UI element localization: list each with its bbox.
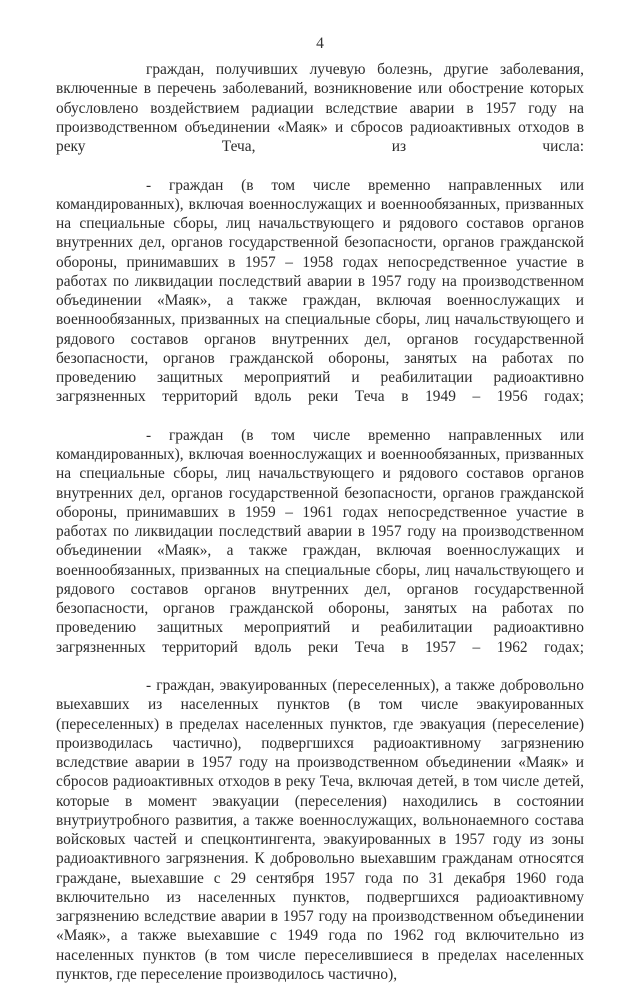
document-body [56,60,584,984]
paragraph-item-1957-1958: - граждан (в том числе временно направленных или командированных), включая военнослужащих и военнообязанных, призванных на специальные сборы, лиц начальствующего и рядового составов органов внутренних дел, органов государственной безопасности, органов гражданской обороны, принимавших в 1957 – 1958 годах непосредственное участие в работах по ликвидации последствий аварии в 1957 году на производственном объединении «Маяк», а также граждан, включая военнослужащих и военнообязанных, призванных на специальные сборы, лиц начальствующего и рядового составов органов внутренних дел, органов государственной безопасности, органов гражданской обороны, занятых на работах по проведению защитных мероприятий и реабилитации радиоактивно загрязненных территорий вдоль реки Теча в 1949 – 1956 годах; [56,176,584,406]
page-number: 4 [316,35,324,52]
paragraph-item-evacuated: - граждан, эвакуированных (переселенных), а также добровольно выехавших из населенных пунктов (в том числе эвакуированных (переселенных) в пределах населенных пунктов, где эвакуация (переселение) производилась частично), подвергшихся радиоактивному загрязнению вследствие аварии в 1957 году на производственном объединении «Маяк» и сбросов радиоактивных отходов в реку Теча, включая детей, в том числе детей, которые в момент эвакуации (переселения) находились в состоянии внутриутробного развития, а также военнослужащих, вольнонаемного состава войсковых частей и спецконтингента, эвакуированных в 1957 году из зоны радиоактивного загрязнения. К добровольно выехавшим гражданам относятся граждане, выехавшие с 29 сентября 1957 года по 31 декабря 1960 года включительно из населенных пунктов, подвергшихся радиоактивному загрязнению вследствие аварии в 1957 году на производственном объединении «Маяк», а также выехавшие с 1949 года по 1962 год включительно из населенных пунктов (в том числе переселившиеся в пределах населенных пунктов, где переселение производилось частично), [56,677,584,983]
paragraph-intro: граждан, получивших лучевую болезнь, другие заболевания, включенные в перечень заболеваний, возникновение или обострение которых обусловлено воздействием радиации вследствие аварии в 1957 году на производственном объединении «Маяк» и сбросов радиоактивных отходов в реку Теча, из числа: [56,61,584,155]
paragraph-item-1959-1961: - граждан (в том числе временно направленных или командированных), включая военнослужащих и военнообязанных, призванных на специальные сборы, лиц начальствующего и рядового составов органов внутренних дел, органов государственной безопасности, органов гражданской обороны, принимавших в 1959 – 1961 годах непосредственное участие в работах по ликвидации последствий аварии в 1957 году на производственном объединении «Маяк», а также граждан, включая военнослужащих и военнообязанных, призванных на специальные сборы, лиц начальствующего и рядового составов органов внутренних дел, органов государственной безопасности, органов гражданской обороны, занятых на работах по проведению защитных мероприятий и реабилитации радиоактивно загрязненных территорий вдоль реки Теча в 1957 – 1962 годах; [56,426,584,656]
